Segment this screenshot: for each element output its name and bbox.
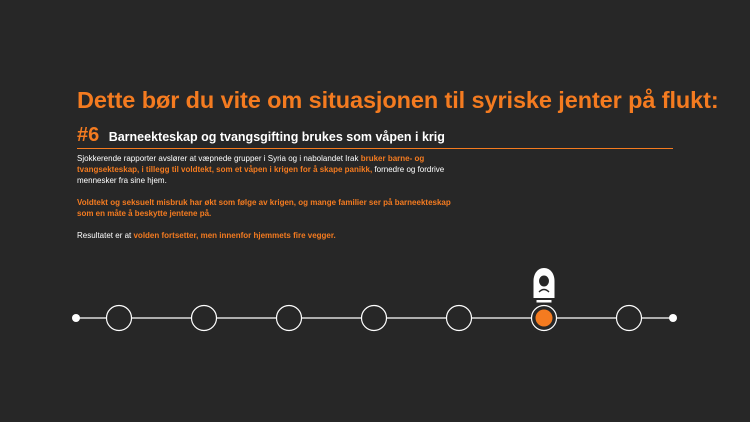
paragraph-1-text-a: Sjokkerende rapporter avslører at væpnede grupper i Syria og i nabolandet Irak xyxy=(77,154,361,163)
timeline-step-ring xyxy=(192,306,217,331)
section-header xyxy=(77,124,673,149)
timeline-step-3[interactable] xyxy=(277,306,302,331)
timeline-step-1[interactable] xyxy=(107,306,132,331)
timeline xyxy=(0,260,750,350)
timeline-step-ring xyxy=(362,306,387,331)
timeline-step-ring xyxy=(277,306,302,331)
timeline-active-marker xyxy=(536,310,553,327)
paragraph-2: Voldtekt og seksuelt misbruk har økt som følge av krigen, og mange familier ser på barneekteskap som en måte å beskytte jentene på. xyxy=(77,198,451,218)
paragraph-1-highlight: bruker barne- og tvangsekteskap, i tillegg til voldtekt, som et våpen i krigen for å skape panikk, xyxy=(77,154,425,174)
section-number: #6 xyxy=(77,124,100,146)
timeline-step-6[interactable] xyxy=(532,306,557,331)
timeline-step-5[interactable] xyxy=(447,306,472,331)
paragraph-1 xyxy=(77,153,457,186)
timeline-step-ring xyxy=(107,306,132,331)
timeline-step-7[interactable] xyxy=(617,306,642,331)
timeline-start-dot xyxy=(72,314,80,322)
paragraph-3 xyxy=(77,230,457,241)
timeline-end-dot xyxy=(669,314,677,322)
timeline-step-2[interactable] xyxy=(192,306,217,331)
paragraph-3-highlight: volden fortsetter, men innenfor hjemmets fire vegger. xyxy=(133,231,336,240)
paragraph-1-text-b: fornedre og fordrive mennesker fra sine hjem. xyxy=(77,165,445,185)
paragraph-3-text: Resultatet er at xyxy=(77,231,134,240)
timeline-step-ring xyxy=(447,306,472,331)
veiled-girl-icon xyxy=(534,268,555,303)
timeline-step-ring xyxy=(617,306,642,331)
section-title: Barneekteskap og tvangsgifting brukes som våpen i krig xyxy=(108,130,445,144)
timeline-step-4[interactable] xyxy=(362,306,387,331)
page-title: Dette bør du vite om situasjonen til syriske jenter på flukt: xyxy=(77,87,719,113)
